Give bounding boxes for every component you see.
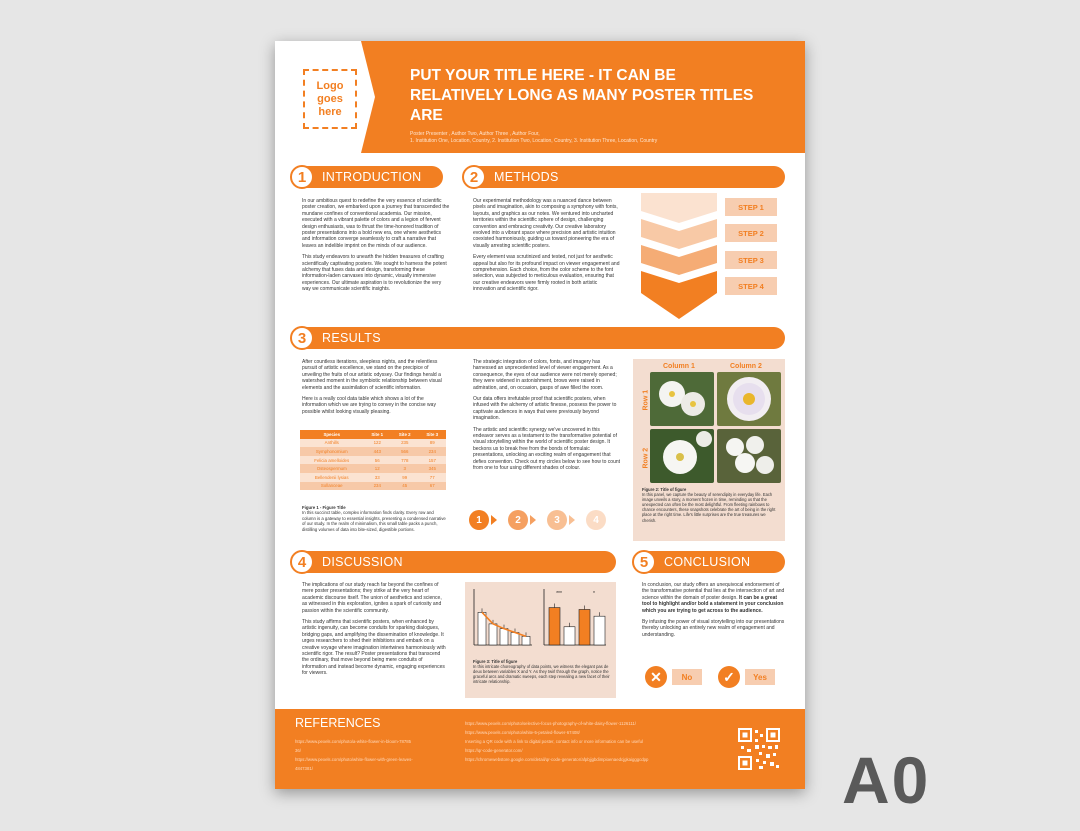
chart-series-left xyxy=(478,608,530,645)
figure-2-column-2: Column 2 xyxy=(730,363,762,370)
step-arrow-2 xyxy=(641,219,717,249)
table-cell: 443 xyxy=(363,447,391,456)
step-arrow-4 xyxy=(641,271,717,319)
conclusion-header xyxy=(635,551,785,573)
figure-3-title: Figure 3: Title of figure xyxy=(473,659,518,664)
poster-title: PUT YOUR TITLE HERE - IT CAN BE RELATIVELY LONG AS MANY POSTER TITLES ARE xyxy=(410,67,754,124)
discussion-paragraph-1: The implications of our study reach far beyond the confines of mere poster presentations; they strike at the very heart of academic discourse itself. The union of aesthetics and science, as witnessed in this exploration, ignites a spark of curiosity and passion within the scientific community. xyxy=(302,582,442,614)
results-text-middle xyxy=(473,359,621,477)
table-cell: Felicia amelloides xyxy=(300,456,363,465)
table-cell: 56 xyxy=(363,456,391,465)
reference-link[interactable]: https://qr-code-generator.com/ xyxy=(465,748,523,753)
table-cell: 778 xyxy=(391,456,419,465)
intro-paragraph-2: This study endeavors to unearth the hidden treasures of crafting scientifically captivating posters. We sought to harness the potent alchemy that fuses data and design, transforming these information-laden canvases into dynamic, visually immersive experiences. Our ultimate aspiration is to revolutionize the very way we communicate scientific insights. xyxy=(302,254,447,293)
table-cell: 345 xyxy=(418,464,446,473)
discussion-number: 4 xyxy=(290,550,314,574)
chart-bar xyxy=(500,629,508,645)
chart-bar xyxy=(549,608,560,645)
step-1-label: STEP 1 xyxy=(725,198,777,216)
significance-label-2: * xyxy=(593,591,595,597)
intro-text xyxy=(302,198,450,298)
conclusion-title: CONCLUSION xyxy=(664,555,751,569)
figure-3-text: In this intricate choreography of data points, we witness the elegant pas de deux between variables X and Y. As they twirl through the graph, notice the graceful arcs and dramatic sweeps, each step revealing a new facet of their intricate relationship. xyxy=(473,664,610,684)
table-cell: 566 xyxy=(391,447,419,456)
conclusion-bold: It can be a great tool to highlight and/or bold a statement in your conclusion which you are trying to get across to the audience. xyxy=(642,594,784,614)
intro-number: 1 xyxy=(290,165,314,189)
chart-bar xyxy=(511,633,519,645)
intro-paragraph-1: In our ambitious quest to redefine the very essence of scientific poster creation, we embarked upon a journey that transcended the mundane confines of conventional academia. Our mission, executed with a vibrant palette of colors and a legion of fervent design enthusiasts, was to thrust the time-honored tradition of poster presentations into a bold new era, one where aesthetics and information converge seamlessly to craft a narrative that leaves an indelible imprint on the minds of our audience. xyxy=(302,198,450,249)
no-label: No xyxy=(672,669,702,685)
figure-2-text: In this panel, we capture the beauty of serendipity in everyday life. Each image unveils a story, a moment frozen in time, reminding us that the unexpected can often be the most delightful. From fleeting rainbows to chance encounters, these snapshots celebrate the art of being in the right place at the right time. Life's little surprises are the true treasures we cherish. xyxy=(642,492,776,523)
reference-link[interactable]: 36/ xyxy=(295,748,301,753)
reference-link[interactable]: https://www.pexels.com/photo/selective-focus-photography-of-white-daisy-flower-1126111/ xyxy=(465,721,637,726)
figure-2-caption xyxy=(642,487,780,523)
flower-photo-1 xyxy=(650,372,714,426)
chart-bar xyxy=(564,627,575,645)
methods-header xyxy=(465,166,785,188)
table-cell: 33 xyxy=(363,473,391,482)
flower-photo-2 xyxy=(717,372,781,426)
table-row xyxy=(300,439,446,448)
references-title: REFERENCES xyxy=(295,716,381,730)
figure-2-title: Figure 2: Title of figure xyxy=(642,487,687,492)
table-cell: 99 xyxy=(391,473,419,482)
table-cell: 45 xyxy=(391,482,419,491)
figure-3-chart xyxy=(470,587,610,649)
significance-label-1: *** xyxy=(556,591,562,597)
figure-1-title: Figure 1 - Figure Title xyxy=(302,505,346,510)
step-arrow-1 xyxy=(641,193,717,223)
table-cell: 234 xyxy=(418,447,446,456)
table-cell: Sollanceae xyxy=(300,482,363,491)
references-footer xyxy=(275,709,805,789)
conclusion-paragraph-1: In conclusion, our study offers an unequivocal endorsement of the transformative potential that lies at the intersection of art and science within the domain of poster design. xyxy=(642,582,785,601)
table-cell: 3 xyxy=(391,464,419,473)
chart-bar xyxy=(579,609,590,645)
methods-title: METHODS xyxy=(494,170,559,184)
table-cell: Bellendenii lysias xyxy=(300,473,363,482)
table-cell: 12 xyxy=(363,464,391,473)
step-arrow-3 xyxy=(641,245,717,275)
results-paragraph-4: Our data offers irrefutable proof that scientific posters, when infused with the alchemy of artistic finesse, possess the power to captivate audiences in ways that were previously beyond imagination. xyxy=(473,396,617,422)
conclusion-paragraph-2: By infusing the power of visual storytelling into our presentations thereby unlocking an entirely new realm of engagement and understanding. xyxy=(642,619,785,638)
header-notch xyxy=(361,41,375,153)
table-row xyxy=(300,482,446,491)
figure-1-caption xyxy=(302,505,447,532)
table-cell: 235 xyxy=(391,439,419,448)
chart-bar xyxy=(522,636,530,645)
conclusion-number: 5 xyxy=(632,550,656,574)
chevron-right-icon xyxy=(530,515,536,525)
table-cell: 157 xyxy=(418,456,446,465)
table-cell: 234 xyxy=(363,482,391,491)
table-cell: Symphonomium xyxy=(300,447,363,456)
reference-note: Inserting a QR code with a link to digital poster, contact info or more information can be useful xyxy=(465,739,643,744)
step-3-label: STEP 3 xyxy=(725,251,777,269)
yes-label: Yes xyxy=(745,669,775,685)
count-circle-1: 1 xyxy=(469,510,489,530)
table-header-cell: Site 1 xyxy=(363,430,391,439)
table-header-cell: Site 3 xyxy=(418,430,446,439)
table-cell: 122 xyxy=(363,439,391,448)
figure-2-row-2: Row 2 xyxy=(642,447,650,469)
results-header xyxy=(293,327,785,349)
chart-bar xyxy=(594,616,605,645)
methods-paragraph-2: Every element was scrutinized and tested, not just for aesthetic appeal but also for its profound impact on viewer engagement and comprehension. Each choice, from the color scheme to the font selection, was subjected to meticulous evaluation, ensuring that our creative endeavors were firmly rooted in both artistic innovation and scientific rigor. xyxy=(473,254,620,293)
table-cell: Anthills xyxy=(300,439,363,448)
results-paragraph-2: Here is a really cool data table which shows a lot of the information which we are trying to convey in the concise way possible whilst looking visually pleasing. xyxy=(302,396,436,415)
table-row xyxy=(300,464,446,473)
step-4-label: STEP 4 xyxy=(725,277,777,295)
cross-icon: ✕ xyxy=(645,666,667,688)
discussion-text xyxy=(302,582,447,682)
count-circle-2: 2 xyxy=(508,510,528,530)
logo-text: Logo goes here xyxy=(316,79,344,118)
methods-number: 2 xyxy=(462,165,486,189)
results-paragraph-3: The strategic integration of colors, fonts, and imagery has harnessed an unprecedented level of viewer engagement. As a consequence, the eyes of our audience were not merely opened; they were widened in astonishment, brows were raised in admiration, and, on occasion, gasps of awe filled the room. xyxy=(473,359,617,391)
authors-line1: Poster Presenter , Author Two, Author Three , Author Four, xyxy=(410,131,540,137)
chart-bar xyxy=(489,624,497,645)
discussion-paragraph-2: This study affirms that scientific posters, when enhanced by artistic ingenuity, can become conduits for sparking dialogues, bridging gaps, and amplifying the dissemination of knowledge. It urges researchers to shed their inhibitions and embark on a creative voyage where imagination intertwines harmoniously with scientific rigor. The result? Poster presentations that transcend the ordinary, that move beyond being mere conduits of information and instead become dynamic, engaging experiences for viewers. xyxy=(302,619,446,677)
table-row xyxy=(300,456,446,465)
paper-size-badge: A0 xyxy=(842,743,931,817)
intro-title: INTRODUCTION xyxy=(322,170,422,184)
conclusion-text xyxy=(642,582,785,643)
chart-bar xyxy=(478,612,486,645)
reference-link[interactable]: https://chromewebstore.google.com/detail/qr-code-generator/afpbjjgbdimpioenaedcjgkaigggcdpp xyxy=(465,757,649,762)
table-row xyxy=(300,473,446,482)
chart-series-right xyxy=(549,604,605,645)
results-title: RESULTS xyxy=(322,331,381,345)
check-icon: ✓ xyxy=(718,666,740,688)
table-row xyxy=(300,447,446,456)
table-cell: 67 xyxy=(418,482,446,491)
results-paragraph-1: After countless iterations, sleepless nights, and the relentless pursuit of artistic excellence, we stand on the precipice of unveiling the fruits of our artistic odyssey. Our findings herald a watershed moment in the symbiotic relationship between visual elements and the assimilation of scientific information. xyxy=(302,359,442,391)
figure-1-text: In this succinct table, complex information finds clarity. Every row and column is a gateway to essential insights, presenting a condensed narrative of our study. In the realm of minimalism, this small table packs a punch, distilling volumes of data into bite-sized, digestible portions. xyxy=(302,510,446,532)
logo-placeholder xyxy=(303,69,357,129)
figure-3-caption xyxy=(473,659,611,684)
count-circle-4: 4 xyxy=(586,510,606,530)
reference-link[interactable]: https://www.pexels.com/photo/white-5-petaled-flower-67408/ xyxy=(465,730,580,735)
count-circle-3: 3 xyxy=(547,510,567,530)
intro-header xyxy=(293,166,443,188)
results-text-left xyxy=(302,359,447,420)
authors-line2: 1. Institution One, Location, Country, 2. Institution Two, Location, Country, 3. Institution Three, Location, Country xyxy=(410,138,658,144)
reference-link[interactable]: 4847381/ xyxy=(295,766,313,771)
results-paragraph-5: The artistic and scientific synergy we've uncovered in this endeavor serves as a testament to the transformative potential of visual storytelling within the world of scientific poster design. It beckons us to break free from the bonds of formulaic presentations, unlocking an exciting realm of engagement that defies convention. Check out my circles below to see how to count from one to four using different shades of colour. xyxy=(473,426,621,472)
references-right xyxy=(465,719,725,764)
table-header-row xyxy=(300,430,446,439)
figure-2-column-1: Column 1 xyxy=(663,363,695,370)
yes-choice xyxy=(718,666,775,688)
figure-2-row-1: Row 1 xyxy=(642,389,650,411)
methods-text xyxy=(473,198,621,298)
qr-code-icon[interactable] xyxy=(737,727,781,771)
step-2-label: STEP 2 xyxy=(725,224,777,242)
poster xyxy=(275,41,805,789)
reference-link[interactable]: https://www.pexels.com/photo/a-white-flower-in-bloom-78785 xyxy=(295,739,412,744)
table-header-cell: Species xyxy=(300,430,363,439)
table-header-cell: Site 2 xyxy=(391,430,419,439)
chevron-right-icon xyxy=(491,515,497,525)
no-choice xyxy=(645,666,702,688)
reference-link[interactable]: https://www.pexels.com/photo/white-flower-with-green-leaves- xyxy=(295,757,413,762)
flower-photo-3 xyxy=(650,429,714,483)
methods-paragraph-1: Our experimental methodology was a nuanced dance between pixels and imagination, akin to composing a symphony with fonts, layouts, and graphics as our notes. We ventured into uncharted territories within the scientific sphere of design, challenging convention and embracing creativity. Our creative laboratory evolved into a vibrant space where precision and artistic intuition coexisted harmoniously, guiding us toward pioneering the era of visually arresting scientific posters. xyxy=(473,198,618,249)
flower-photo-4 xyxy=(717,429,781,483)
references-left xyxy=(295,737,445,773)
species-table xyxy=(300,430,446,490)
discussion-title: DISCUSSION xyxy=(322,555,403,569)
table-cell: Osteospermum xyxy=(300,464,363,473)
table-cell: 89 xyxy=(418,439,446,448)
table-cell: 77 xyxy=(418,473,446,482)
chevron-right-icon xyxy=(569,515,575,525)
discussion-header xyxy=(293,551,616,573)
authors xyxy=(410,131,790,145)
results-number: 3 xyxy=(290,326,314,350)
steps-arrow-graphic xyxy=(641,193,717,321)
